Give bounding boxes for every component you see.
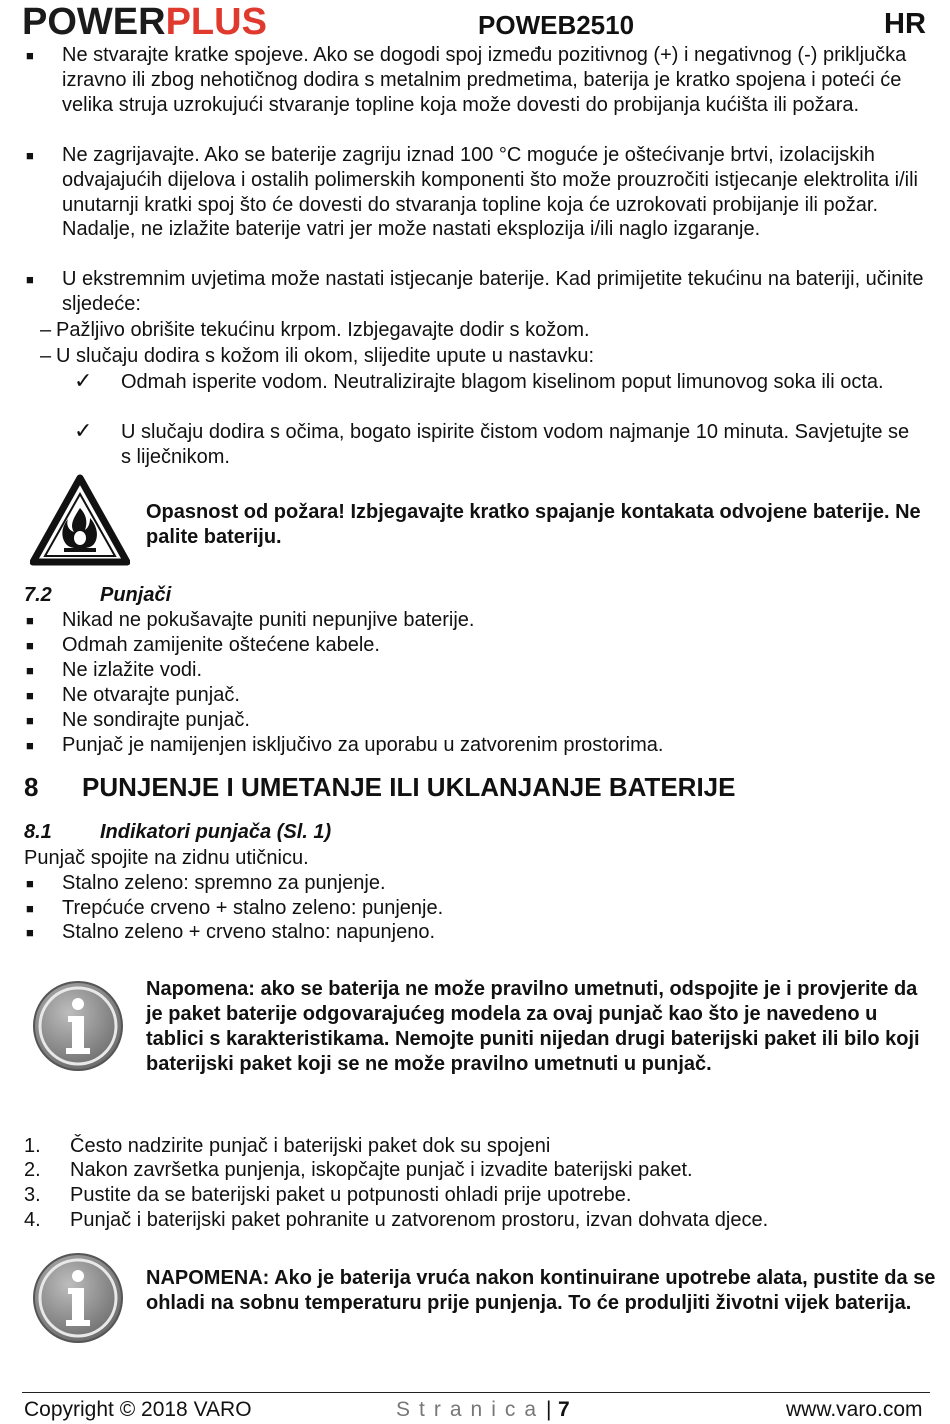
step-text: Punjač i baterijski paket pohranite u zatvorenom prostoru, izvan dohvata djece. (70, 1209, 769, 1231)
step-text: Pustite da se baterijski paket u potpunosti ohladi prije upotrebe. (70, 1184, 632, 1206)
dash-marker: – (40, 345, 52, 367)
chapter-number: 8 (24, 772, 39, 802)
info-icon (30, 978, 126, 1074)
step-text: Često nadzirite punjač i baterijski paket dok su spojeni (70, 1135, 551, 1157)
check-item-2: U slučaju dodira s očima, bogato ispirite čistom vodom najmanje 10 minuta. Savjetujte se s liječnikom. (121, 421, 910, 468)
bullet-icon: ■ (26, 688, 34, 703)
check-item-1: Odmah isperite vodom. Neutralizirajte blagom kiselinom poput limunovog soka ili octa. (121, 371, 884, 393)
fire-hazard-icon (30, 474, 130, 566)
battery-bullet-2: Ne zagrijavajte. Ako se baterije zagriju iznad 100 °C moguće je oštećivanje brtvi, izolacijskih odvajajućih dijelova i ostalih polimerskih komponenti što može prouzročiti istjecanje elektrolita i/ili unutarnji kratki spoj što će dovesti do stvaranja topline koja će uzrokovati probijanje ili požar. Nadalje, ne izlažite baterije vatri jer može nastati eksplozija i/ili naglo izgaranje. (62, 144, 918, 241)
bullet-icon: ■ (26, 713, 34, 728)
dash-marker: – (40, 319, 52, 341)
section-intro: Punjač spojite na zidnu utičnicu. (24, 847, 309, 869)
step-number: 4. (24, 1209, 41, 1231)
info-icon (30, 1250, 126, 1346)
dash-item-2: U slučaju dodira s kožom ili okom, slijedite upute u nastavku: (56, 345, 595, 367)
section-number: 7.2 (24, 584, 52, 606)
charger-bullet-3: Ne izlažite vodi. (62, 659, 203, 681)
checkmark-icon: ✓ (74, 368, 93, 393)
footer-website: www.varo.com (786, 1398, 923, 1421)
charger-bullet-5: Ne sondirajte punjač. (62, 709, 250, 731)
bullet-icon: ■ (26, 663, 34, 678)
language-code: HR (884, 8, 926, 40)
step-number: 3. (24, 1184, 41, 1206)
chapter-title: PUNJENJE I UMETANJE ILI UKLANJANJE BATERIJE (82, 772, 736, 802)
note-text-1: Napomena: ako se baterija ne može pravilno umetnuti, odspojite je i provjerite da je paket baterije odgovarajućeg modela za ovaj punjač kao što je navedeno u tablici s karakteristikama. Nemojte puniti nijedan drugi baterijski paket ili bilo koji baterijski paket koji se ne može pravilno umetnuti u punjač. (146, 978, 920, 1075)
step-number: 1. (24, 1135, 41, 1157)
dash-item-1: Pažljivo obrišite tekućinu krpom. Izbjegavajte dodir s kožom. (56, 319, 590, 341)
footer-divider (22, 1392, 930, 1393)
footer-separator: | (546, 1398, 552, 1421)
footer-page-number: 7 (558, 1398, 570, 1421)
section-title: Indikatori punjača (Sl. 1) (100, 821, 332, 843)
step-number: 2. (24, 1159, 41, 1181)
indicator-bullet-2: Trepćuće crveno + stalno zeleno: punjenje. (62, 897, 444, 919)
bullet-icon: ■ (26, 738, 34, 753)
fire-warning-text: Opasnost od požara! Izbjegavajte kratko spajanje kontakata odvojene baterije. Ne palite bateriju. (146, 501, 921, 548)
section-title: Punjači (100, 584, 172, 606)
battery-bullet-3: U ekstremnim uvjetima može nastati istjecanje baterije. Kad primijetite tekućinu na bateriji, učinite sljedeće: (62, 268, 924, 315)
brand-logo-part1: POWER (22, 1, 166, 43)
bullet-icon: ■ (26, 48, 34, 63)
indicator-bullet-1: Stalno zeleno: spremno za punjenje. (62, 872, 386, 894)
section-number: 8.1 (24, 821, 52, 843)
brand-logo-part2: PLUS (165, 1, 267, 43)
bullet-icon: ■ (26, 925, 34, 940)
checkmark-icon: ✓ (74, 418, 93, 443)
bullet-icon: ■ (26, 638, 34, 653)
brand-logo (22, 2, 267, 42)
model-number: POWEB2510 (478, 10, 635, 40)
indicator-bullet-3: Stalno zeleno + crveno stalno: napunjeno. (62, 921, 436, 943)
charger-bullet-6: Punjač je namijenjen isključivo za uporabu u zatvorenim prostorima. (62, 734, 664, 756)
bullet-icon: ■ (26, 613, 34, 628)
charger-bullet-2: Odmah zamijenite oštećene kabele. (62, 634, 380, 656)
bullet-icon: ■ (26, 876, 34, 891)
charger-bullet-4: Ne otvarajte punjač. (62, 684, 240, 706)
bullet-icon: ■ (26, 272, 34, 287)
footer-copyright: Copyright © 2018 VARO (24, 1398, 252, 1421)
note-text-2: NAPOMENA: Ako je baterija vruća nakon kontinuirane upotrebe alata, pustite da se ohladi na sobnu temperaturu prije punjenja. To će produljiti životni vijek baterija. (146, 1267, 936, 1314)
step-text: Nakon završetka punjenja, iskopčajte punjač i izvadite baterijski paket. (70, 1159, 693, 1181)
bullet-icon: ■ (26, 148, 34, 163)
footer-page-label: Stranica (396, 1398, 546, 1421)
battery-bullet-1: Ne stvarajte kratke spojeve. Ako se dogodi spoj između pozitivnog (+) i negativnog (-) priključka izravno ili zbog nehotičnog dodira s metalnim predmetima, baterija je kratko spojena i poteći će velika struja uzrokujući stvaranje topline koja može dovesti do probijanja kućišta ili požara. (62, 44, 907, 116)
bullet-icon: ■ (26, 901, 34, 916)
charger-bullet-1: Nikad ne pokušavajte puniti nepunjive baterije. (62, 609, 475, 631)
